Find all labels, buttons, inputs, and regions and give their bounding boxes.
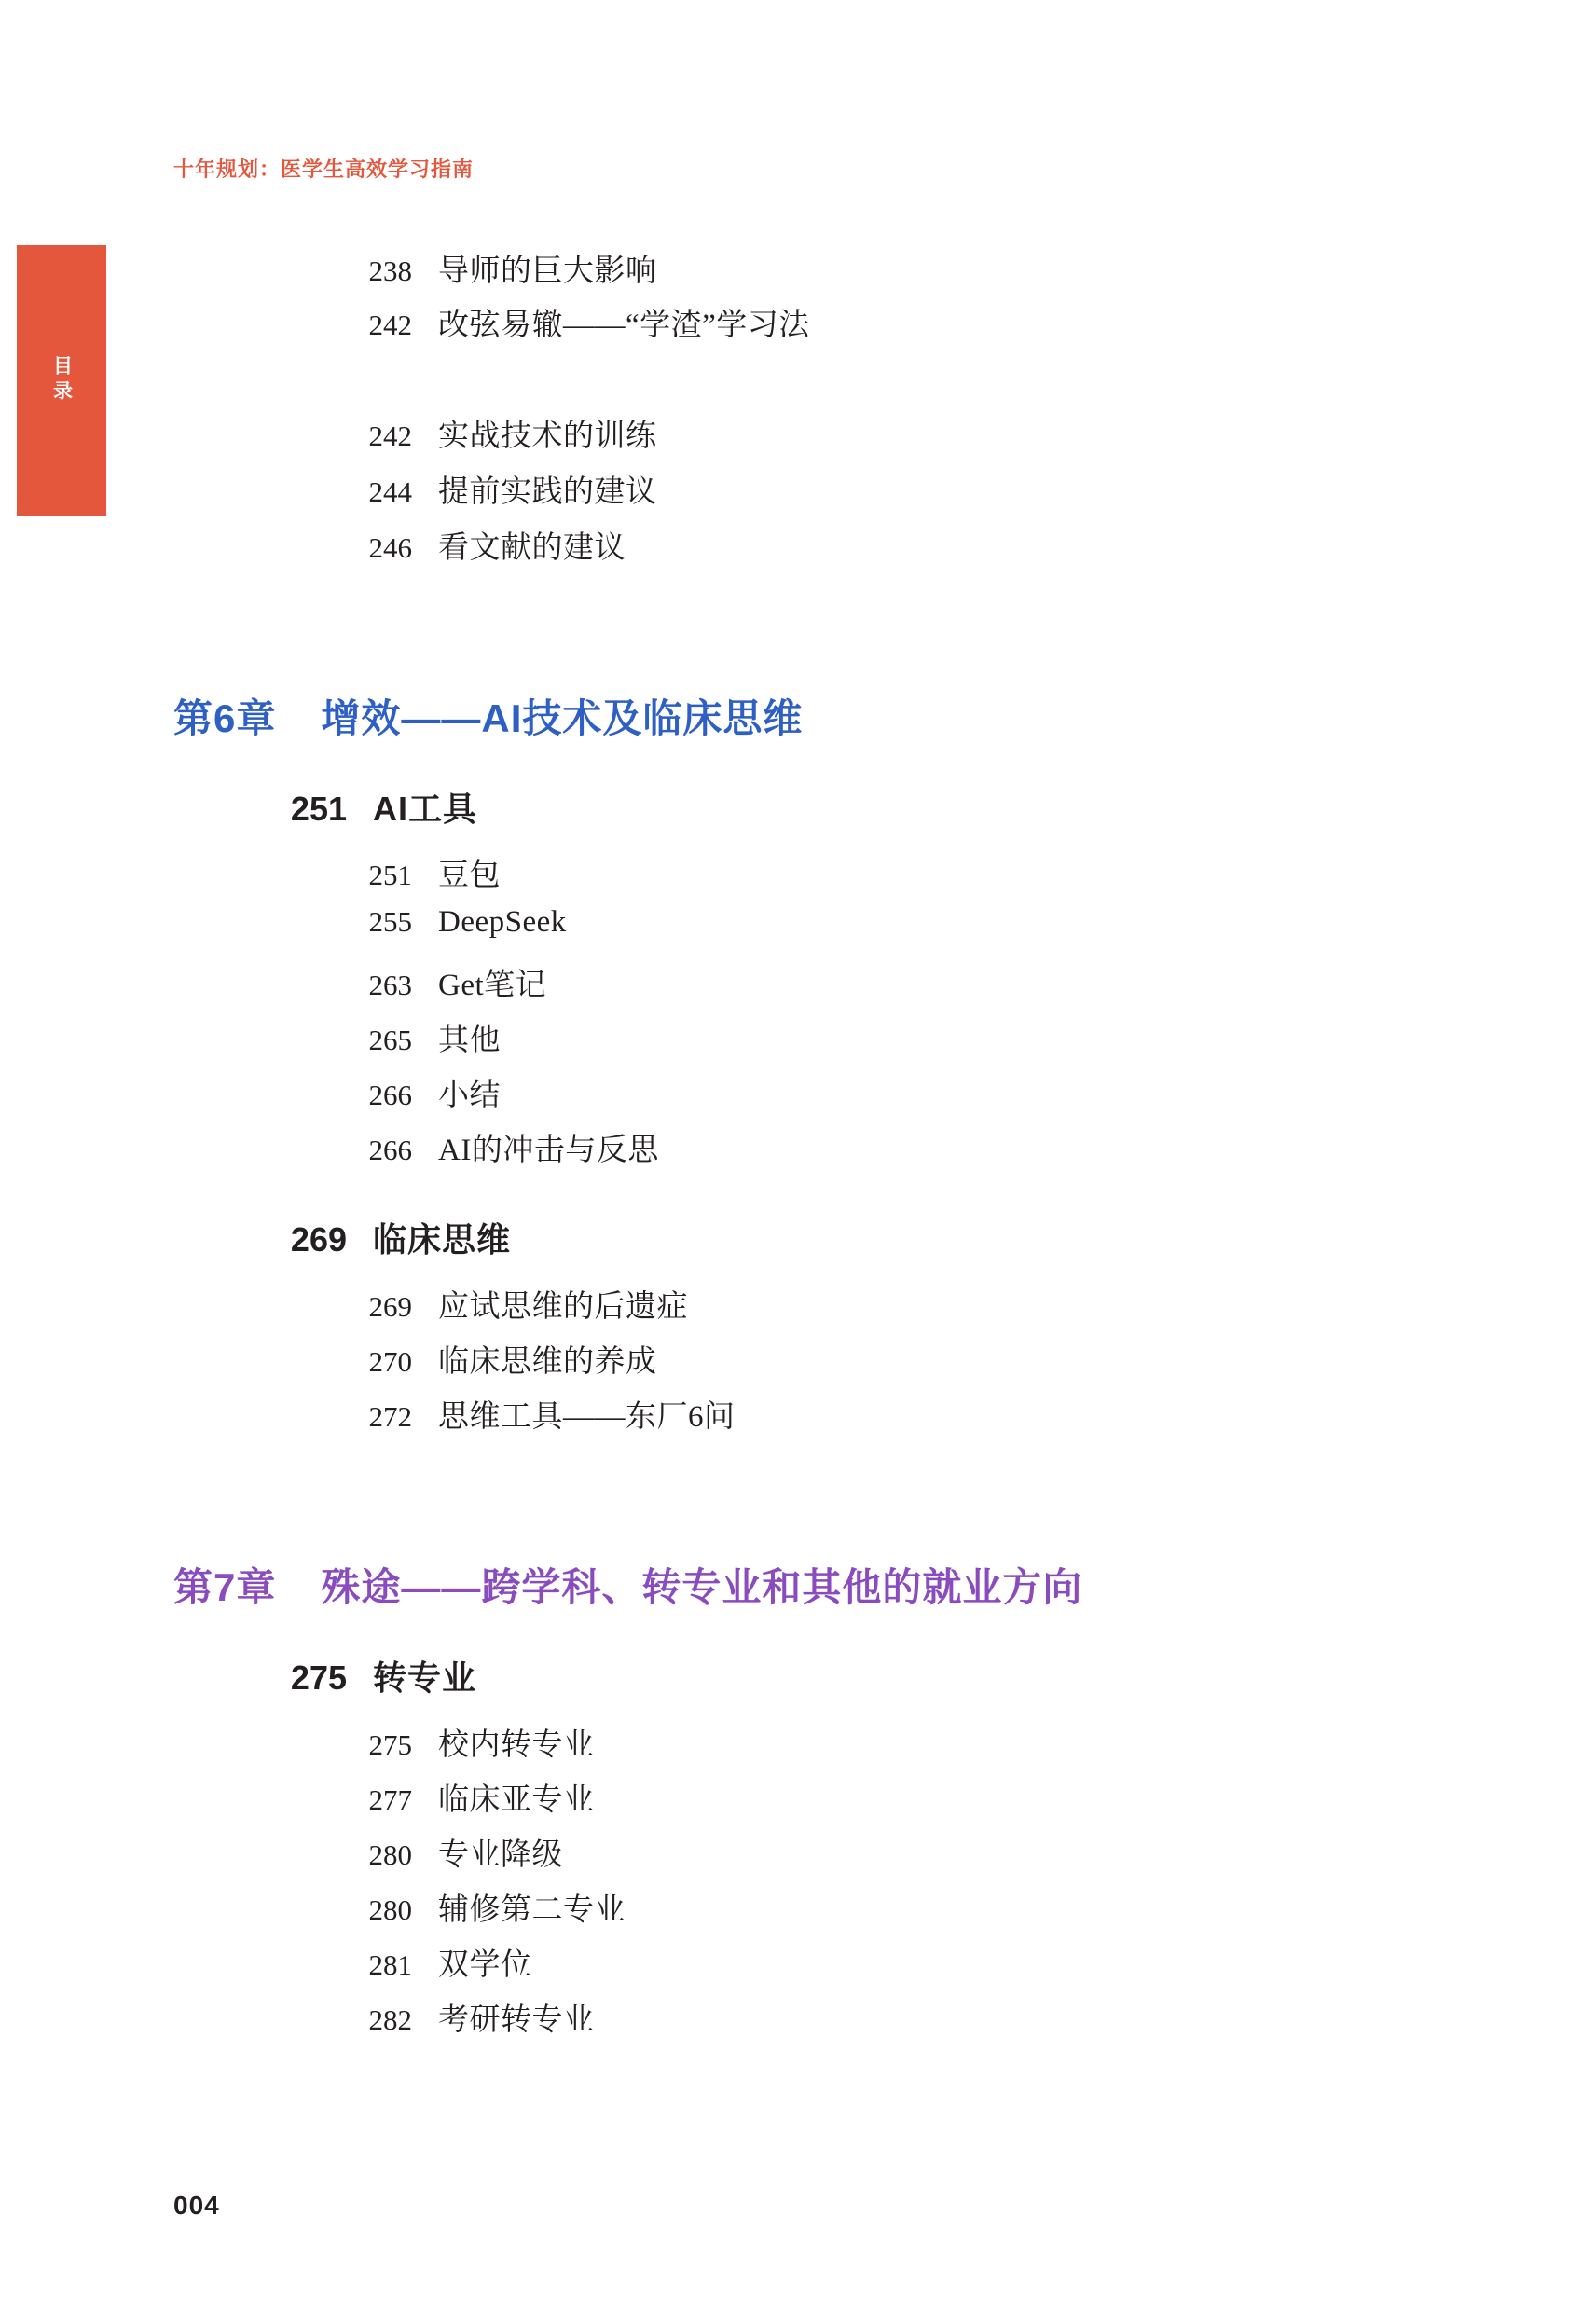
toc-entry-title: 看文献的建议: [438, 531, 626, 565]
section-title: AI工具: [373, 790, 478, 828]
toc-entry[interactable]: [332, 411, 657, 455]
page-number: 004: [173, 2191, 220, 2220]
toc-entry-title: 校内转专业: [438, 1728, 595, 1762]
toc-entry-page: 242: [368, 309, 412, 341]
toc-entry-page: 265: [368, 1024, 412, 1056]
toc-entry-title: 豆包: [438, 859, 501, 892]
section-title: 转专业: [373, 1658, 477, 1697]
toc-entry-title: 提前实践的建议: [438, 475, 657, 509]
toc-entry-title: 小结: [438, 1079, 501, 1112]
toc-entry-title: 临床亚专业: [438, 1783, 595, 1817]
running-head: 十年规划：医学生高效学习指南: [173, 158, 475, 181]
toc-entry-title: Get笔记: [438, 969, 547, 1002]
toc-entry-page: 266: [368, 1134, 412, 1166]
toc-entry-page: 238: [368, 255, 412, 287]
toc-entry-page: 272: [368, 1400, 412, 1433]
chapter-title: 增效——AI技术及临床思维: [321, 696, 804, 740]
chapter-heading-6[interactable]: [173, 688, 803, 744]
toc-entry[interactable]: [332, 523, 626, 567]
side-tab-contents: [17, 245, 106, 516]
section-heading[interactable]: [261, 1652, 476, 1700]
toc-entry-page: 269: [368, 1290, 412, 1323]
section-page: 251: [290, 790, 347, 828]
toc-entry-page: 281: [368, 1948, 412, 1981]
section-page: 269: [290, 1220, 347, 1259]
toc-entry[interactable]: [332, 850, 501, 894]
toc-entry-page: 270: [368, 1345, 412, 1378]
chapter-number: 第6章: [173, 696, 277, 740]
toc-entry-page: 266: [368, 1079, 412, 1111]
side-tab-label: 目录: [50, 355, 73, 406]
chapter-heading-7[interactable]: [173, 1557, 1082, 1613]
toc-entry-page: 251: [368, 859, 412, 891]
toc-entry-title: AI的冲击与反思: [438, 1134, 659, 1167]
toc-entry[interactable]: [332, 1995, 595, 2039]
section-heading[interactable]: [261, 1214, 511, 1261]
toc-entry-title: 其他: [438, 1024, 501, 1057]
toc-entry[interactable]: [332, 960, 546, 1004]
toc-entry[interactable]: [332, 1337, 657, 1381]
toc-entry-title: 双学位: [438, 1948, 532, 1982]
toc-entry-title: 临床思维的养成: [438, 1345, 657, 1379]
toc-entry-page: 277: [368, 1783, 412, 1816]
section-heading[interactable]: [261, 783, 477, 831]
toc-entry-title: DeepSeek: [438, 905, 567, 939]
toc-entry[interactable]: [332, 1885, 626, 1929]
toc-entry-title: 导师的巨大影响: [438, 255, 657, 288]
toc-entry[interactable]: [332, 246, 657, 290]
toc-entry-page: 244: [368, 475, 412, 508]
toc-entry[interactable]: [332, 467, 657, 511]
toc-entry-page: 246: [368, 531, 412, 564]
toc-entry-title: 专业降级: [438, 1838, 563, 1872]
toc-entry-page: 255: [368, 905, 412, 938]
toc-entry[interactable]: [332, 1392, 736, 1436]
toc-entry-page: 280: [368, 1893, 412, 1926]
toc-entry-title: 辅修第二专业: [438, 1893, 626, 1927]
chapter-number: 第7章: [173, 1565, 277, 1609]
toc-entry-title: 应试思维的后遗症: [438, 1290, 688, 1324]
toc-entry-page: 275: [368, 1728, 412, 1761]
toc-entry[interactable]: [332, 1940, 532, 1984]
toc-entry[interactable]: [332, 1720, 595, 1764]
toc-entry[interactable]: [332, 1125, 659, 1169]
toc-entry-title: 改弦易辙——“学渣”学习法: [438, 309, 810, 342]
toc-entry[interactable]: [332, 905, 567, 940]
toc-entry-page: 282: [368, 2003, 412, 2036]
toc-entry-title: 实战技术的训练: [438, 420, 657, 453]
section-page: 275: [290, 1658, 347, 1697]
toc-entry[interactable]: [332, 300, 810, 344]
toc-entry[interactable]: [332, 1830, 563, 1874]
toc-entry-page: 242: [368, 420, 412, 452]
toc-entry[interactable]: [332, 1070, 501, 1114]
toc-entry-page: 280: [368, 1838, 412, 1871]
toc-entry-title: 思维工具——东厂6问: [438, 1400, 736, 1434]
chapter-title: 殊途——跨学科、转专业和其他的就业方向: [321, 1565, 1083, 1609]
toc-entry[interactable]: [332, 1775, 595, 1819]
section-title: 临床思维: [373, 1220, 512, 1259]
toc-entry[interactable]: [332, 1282, 688, 1326]
toc-entry[interactable]: [332, 1015, 501, 1059]
toc-entry-page: 263: [368, 969, 412, 1001]
toc-entry-title: 考研转专业: [438, 2003, 595, 2037]
